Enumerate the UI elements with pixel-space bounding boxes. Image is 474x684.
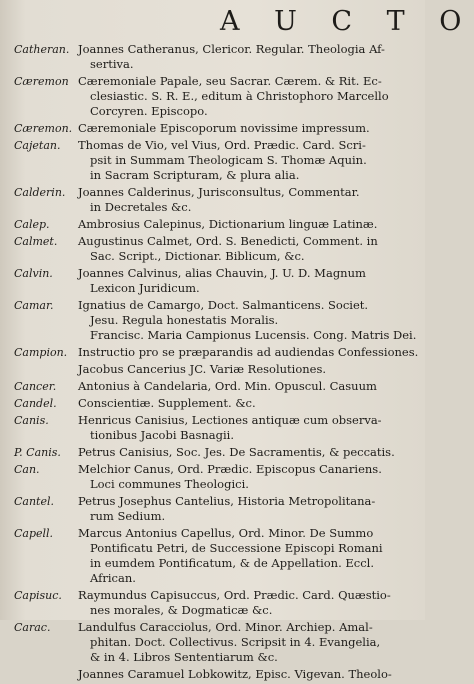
entry-abbreviation: Cajetan. (14, 139, 61, 152)
entry-text (78, 42, 425, 72)
entry-row (0, 74, 425, 119)
entry-line: Corcyren. Episcopo. (90, 104, 208, 118)
entry-line: Thomas de Vio, vel Vius, Ord. Prædic. Card. Scri- (78, 138, 366, 152)
entry-row (0, 266, 425, 296)
entry-line: Conscientiæ. Supplement. &c. (78, 396, 256, 410)
entry-list (0, 42, 425, 684)
entry-abbreviation: Candel. (14, 397, 57, 410)
entry-text (78, 620, 425, 665)
entry-line: Loci communes Theologici. (90, 477, 249, 491)
entry-row (0, 217, 425, 232)
entry-row (0, 462, 425, 492)
entry-line: psit in Summam Theologicam S. Thomæ Aquin. (90, 153, 367, 167)
entry-text (78, 345, 425, 360)
entry-text (78, 494, 425, 524)
entry-row (0, 667, 425, 682)
entry-row (0, 138, 425, 183)
entry-line: Pontificatu Petri, de Successione Episcopi Romani (90, 541, 383, 555)
entry-row (0, 494, 425, 524)
entry-line: Joannes Caramuel Lobkowitz, Episc. Vigevan. Theolo- (78, 667, 392, 681)
entry-line: African. (90, 571, 136, 585)
entry-line: Francisc. Maria Campionus Lucensis. Cong. Matris Dei. (90, 328, 417, 342)
entry-line: & in 4. Libros Sententiarum &c. (90, 650, 278, 664)
entry-abbreviation: Calmet. (14, 235, 58, 248)
entry-text (78, 362, 425, 377)
entry-row (0, 379, 425, 394)
entry-line: nes morales, & Dogmaticæ &c. (90, 603, 273, 617)
entry-text (78, 588, 425, 618)
entry-text (78, 266, 425, 296)
entry-abbreviation: Canis. (14, 414, 49, 427)
entry-line: Jesu. Regula honestatis Moralis. (90, 313, 279, 327)
entry-text (78, 667, 425, 682)
entry-line: Lexicon Juridicum. (90, 281, 200, 295)
entry-abbreviation: Catheran. (14, 43, 70, 56)
entry-text (78, 74, 425, 119)
entry-abbreviation: P. Canis. (14, 446, 61, 459)
entry-abbreviation: Calep. (14, 218, 50, 231)
entry-row (0, 396, 425, 411)
entry-text (78, 217, 425, 232)
entry-text (78, 526, 425, 586)
entry-line: tionibus Jacobi Basnagii. (90, 428, 235, 442)
entry-line: Raymundus Capisuccus, Ord. Prædic. Card. Quæstio- (78, 588, 391, 602)
entry-abbreviation: Calderin. (14, 186, 66, 199)
entry-line: Augustinus Calmet, Ord. S. Benedicti, Comment. in (78, 234, 378, 248)
entry-line: Joannes Calvinus, alias Chauvin, J. U. D. Magnum (78, 266, 366, 280)
entry-row (0, 413, 425, 443)
entry-text (78, 379, 425, 394)
entry-line: in Decretales &c. (90, 200, 192, 214)
entry-text (78, 298, 425, 343)
entry-line: Cæremoniale Papale, seu Sacrar. Cærem. & Rit. Ec- (78, 74, 382, 88)
entry-row (0, 362, 425, 377)
entry-row (0, 298, 425, 343)
entry-line: Ambrosius Calepinus, Dictionarium linguæ Latinæ. (78, 217, 378, 231)
entry-line: sertiva. (90, 57, 134, 71)
entry-row (0, 234, 425, 264)
entry-text (78, 234, 425, 264)
entry-line: Petrus Canisius, Soc. Jes. De Sacramentis, & peccatis. (78, 445, 395, 459)
entry-abbreviation: Calvin. (14, 267, 53, 280)
entry-row (0, 185, 425, 215)
entry-text (78, 138, 425, 183)
entry-abbreviation: Capisuc. (14, 589, 62, 602)
entry-line: Marcus Antonius Capellus, Ord. Minor. De Summo (78, 526, 374, 540)
entry-line: Melchior Canus, Ord. Prædic. Episcopus Canariens. (78, 462, 382, 476)
entry-line: phitan. Doct. Collectivus. Scripsit in 4. Evangelia, (90, 635, 381, 649)
entry-line: Jacobus Cancerius JC. Variæ Resolutiones. (78, 362, 327, 376)
entry-abbreviation (0, 362, 78, 377)
entry-text (78, 396, 425, 411)
entry-line: Sac. Script., Dictionar. Biblicum, &c. (90, 249, 305, 263)
entry-row (0, 42, 425, 72)
entry-row (0, 121, 425, 136)
entry-abbreviation: Cantel. (14, 495, 55, 508)
entry-text (78, 185, 425, 215)
entry-text (78, 462, 425, 492)
entry-abbreviation: Cæremon. (14, 122, 73, 135)
entry-row (0, 345, 425, 360)
entry-line: Antonius à Candelaria, Ord. Min. Opuscul. Casuum (78, 379, 377, 393)
entry-abbreviation: Can. (14, 463, 40, 476)
entry-line: Instructio pro se præparandis ad audiendas Confessiones. (78, 345, 419, 359)
entry-text (78, 121, 425, 136)
entry-row (0, 445, 425, 460)
entry-line: rum Sedium. (90, 509, 166, 523)
entry-abbreviation: Camar. (14, 299, 54, 312)
entry-abbreviation: Cæremon (14, 75, 69, 88)
entry-line: Ignatius de Camargo, Doct. Salmanticens. Societ. (78, 298, 369, 312)
entry-line: Joannes Calderinus, Jurisconsultus, Commentar. (78, 185, 360, 199)
entry-abbreviation (0, 667, 78, 682)
entry-abbreviation: Cancer. (14, 380, 57, 393)
entry-line: in Sacram Scripturam, & plura alia. (90, 168, 300, 182)
entry-row (0, 620, 425, 665)
entry-abbreviation: Capell. (14, 527, 54, 540)
entry-text (78, 445, 425, 460)
entry-line: Joannes Catheranus, Clericor. Regular. Theologia Af- (78, 42, 385, 56)
entry-line: in eumdem Pontificatum, & de Appellation. Eccl. (90, 556, 375, 570)
entry-text (78, 413, 425, 443)
entry-row (0, 588, 425, 618)
entry-abbreviation: Campion. (14, 346, 68, 359)
entry-line: clesiastic. S. R. E., editum à Christophoro Marcello (90, 89, 389, 103)
entry-line: Henricus Canisius, Lectiones antiquæ cum observa- (78, 413, 382, 427)
page-header: A U C T O (220, 6, 474, 37)
entry-row (0, 526, 425, 586)
entry-line: Petrus Josephus Cantelius, Historia Metropolitana- (78, 494, 376, 508)
entry-abbreviation: Carac. (14, 621, 51, 634)
entry-line: Cæremoniale Episcoporum novissime impressum. (78, 121, 370, 135)
entry-line: Landulfus Caracciolus, Ord. Minor. Archiep. Amal- (78, 620, 373, 634)
